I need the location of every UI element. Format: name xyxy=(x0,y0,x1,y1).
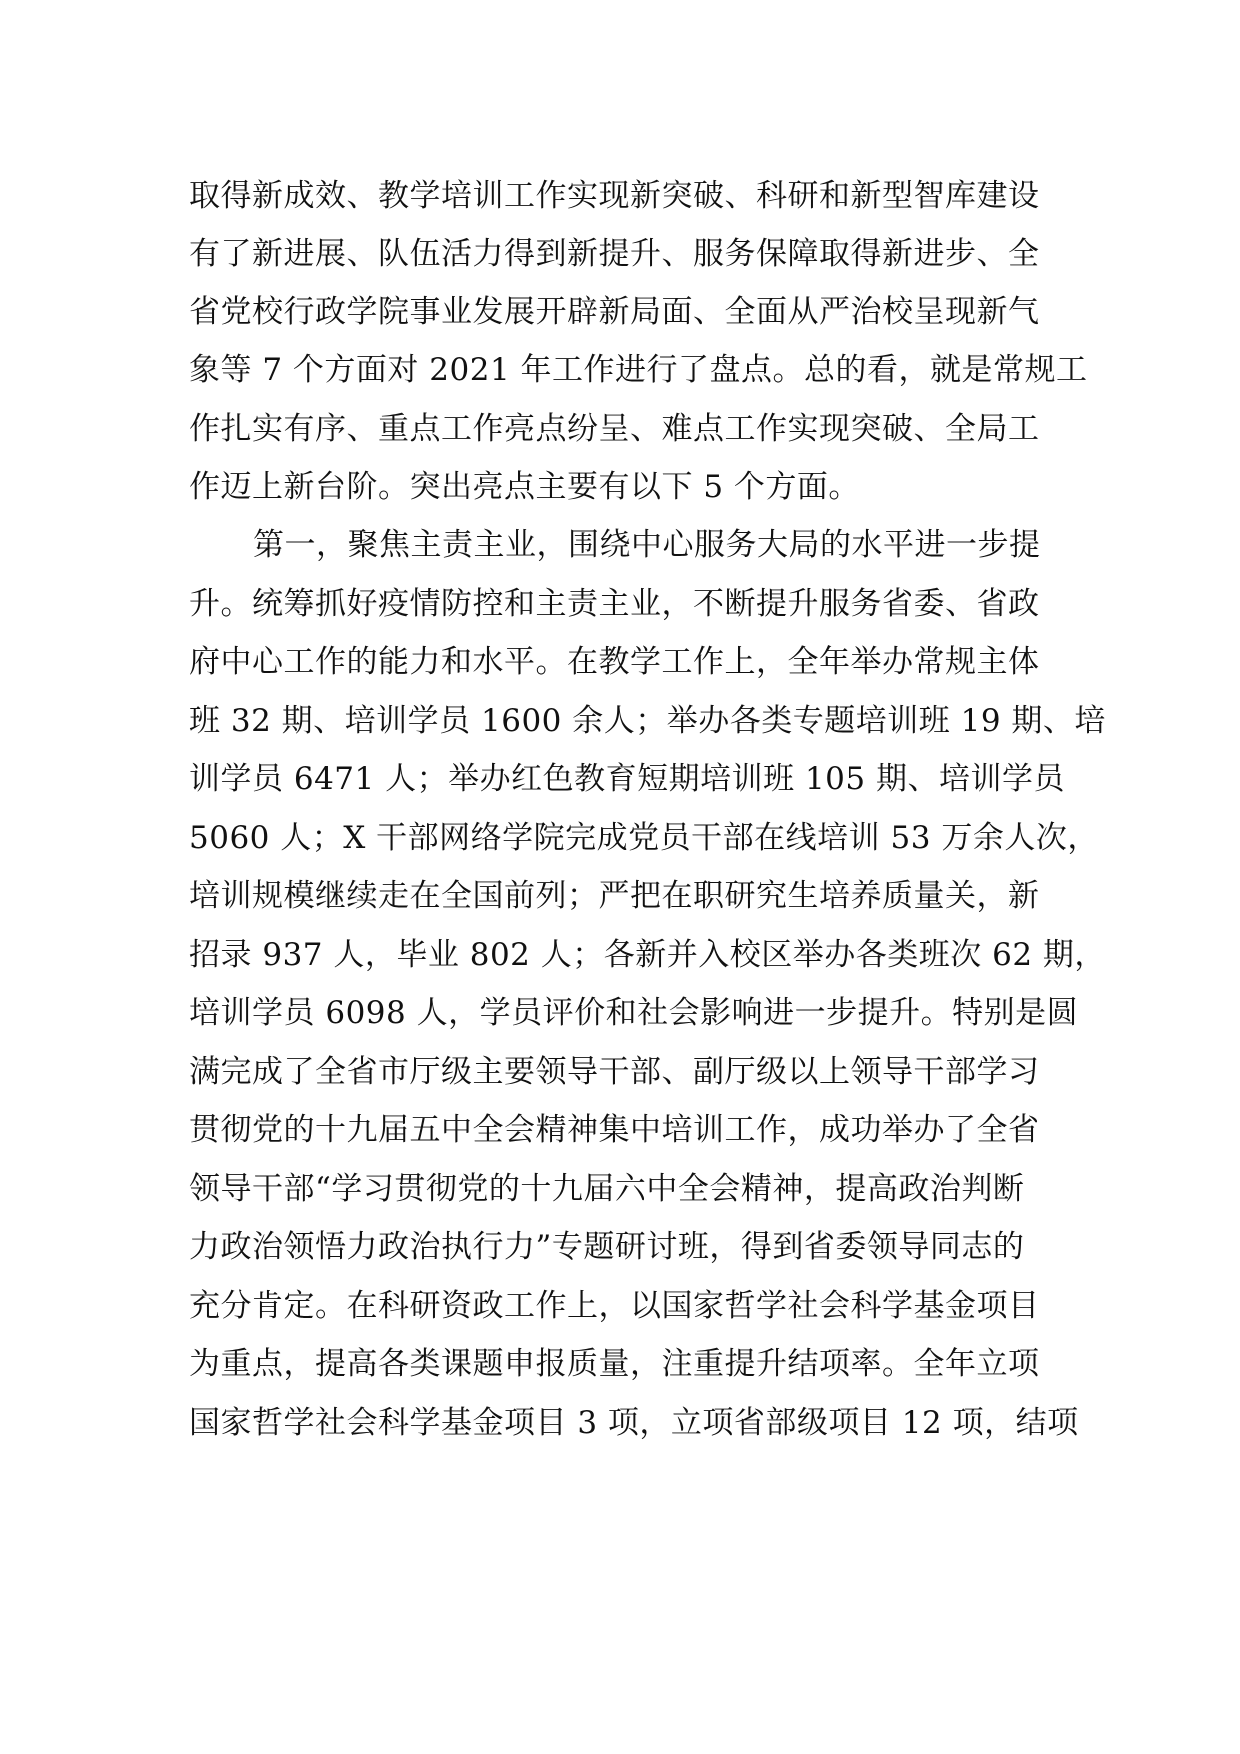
paragraph-2-first-line: 第一，聚焦主责主业，围绕中心服务大局的水平进一步提 xyxy=(253,527,1041,563)
text-line-6: 作迈上新台阶。突出亮点主要有以下 5 个方面。 xyxy=(189,469,860,505)
text-line-22: 国家哲学社会科学基金项目 3 项，立项省部级项目 12 项，结项 xyxy=(189,1405,1079,1441)
text-line-14: 招录 937 人，毕业 802 人；各新并入校区举办各类班次 62 期， xyxy=(189,937,1106,973)
text-line-12: 5060 人；X 干部网络学院完成党员干部在线培训 53 万余人次， xyxy=(189,820,1099,856)
text-line-1: 取得新成效、教学培训工作实现新突破、科研和新型智库建设 xyxy=(189,178,1040,214)
text-line-15: 培训学员 6098 人，学员评价和社会影响进一步提升。特别是圆 xyxy=(189,995,1079,1031)
text-line-8: 升。统筹抓好疫情防控和主责主业，不断提升服务省委、省政 xyxy=(189,586,1040,622)
text-line-17: 贯彻党的十九届五中全会精神集中培训工作，成功举办了全省 xyxy=(189,1112,1040,1148)
text-line-4: 象等 7 个方面对 2021 年工作进行了盘点。总的看，就是常规工 xyxy=(189,352,1088,388)
text-line-9: 府中心工作的能力和水平。在教学工作上，全年举办常规主体 xyxy=(189,644,1040,680)
text-line-2: 有了新进展、队伍活力得到新提升、服务保障取得新进步、全 xyxy=(189,236,1040,272)
text-line-3: 省党校行政学院事业发展开辟新局面、全面从严治校呈现新气 xyxy=(189,294,1040,330)
text-line-13: 培训规模继续走在全国前列；严把在职研究生培养质量关，新 xyxy=(189,878,1040,914)
text-line-16: 满完成了全省市厅级主要领导干部、副厅级以上领导干部学习 xyxy=(189,1054,1040,1090)
text-line-21: 为重点，提高各类课题申报质量，注重提升结项率。全年立项 xyxy=(189,1346,1040,1382)
text-line-20: 充分肯定。在科研资政工作上，以国家哲学社会科学基金项目 xyxy=(189,1288,1040,1324)
text-line-19: 力政治领悟力政治执行力”专题研讨班，得到省委领导同志的 xyxy=(189,1229,1025,1265)
text-line-18: 领导干部“学习贯彻党的十九届六中全会精神，提高政治判断 xyxy=(189,1171,1025,1207)
text-line-10: 班 32 期、培训学员 1600 余人；举办各类专题培训班 19 期、培 xyxy=(189,703,1106,739)
text-line-5: 作扎实有序、重点工作亮点纷呈、难点工作实现突破、全局工 xyxy=(189,411,1040,447)
text-line-11: 训学员 6471 人；举办红色教育短期培训班 105 期、培训学员 xyxy=(189,761,1065,797)
